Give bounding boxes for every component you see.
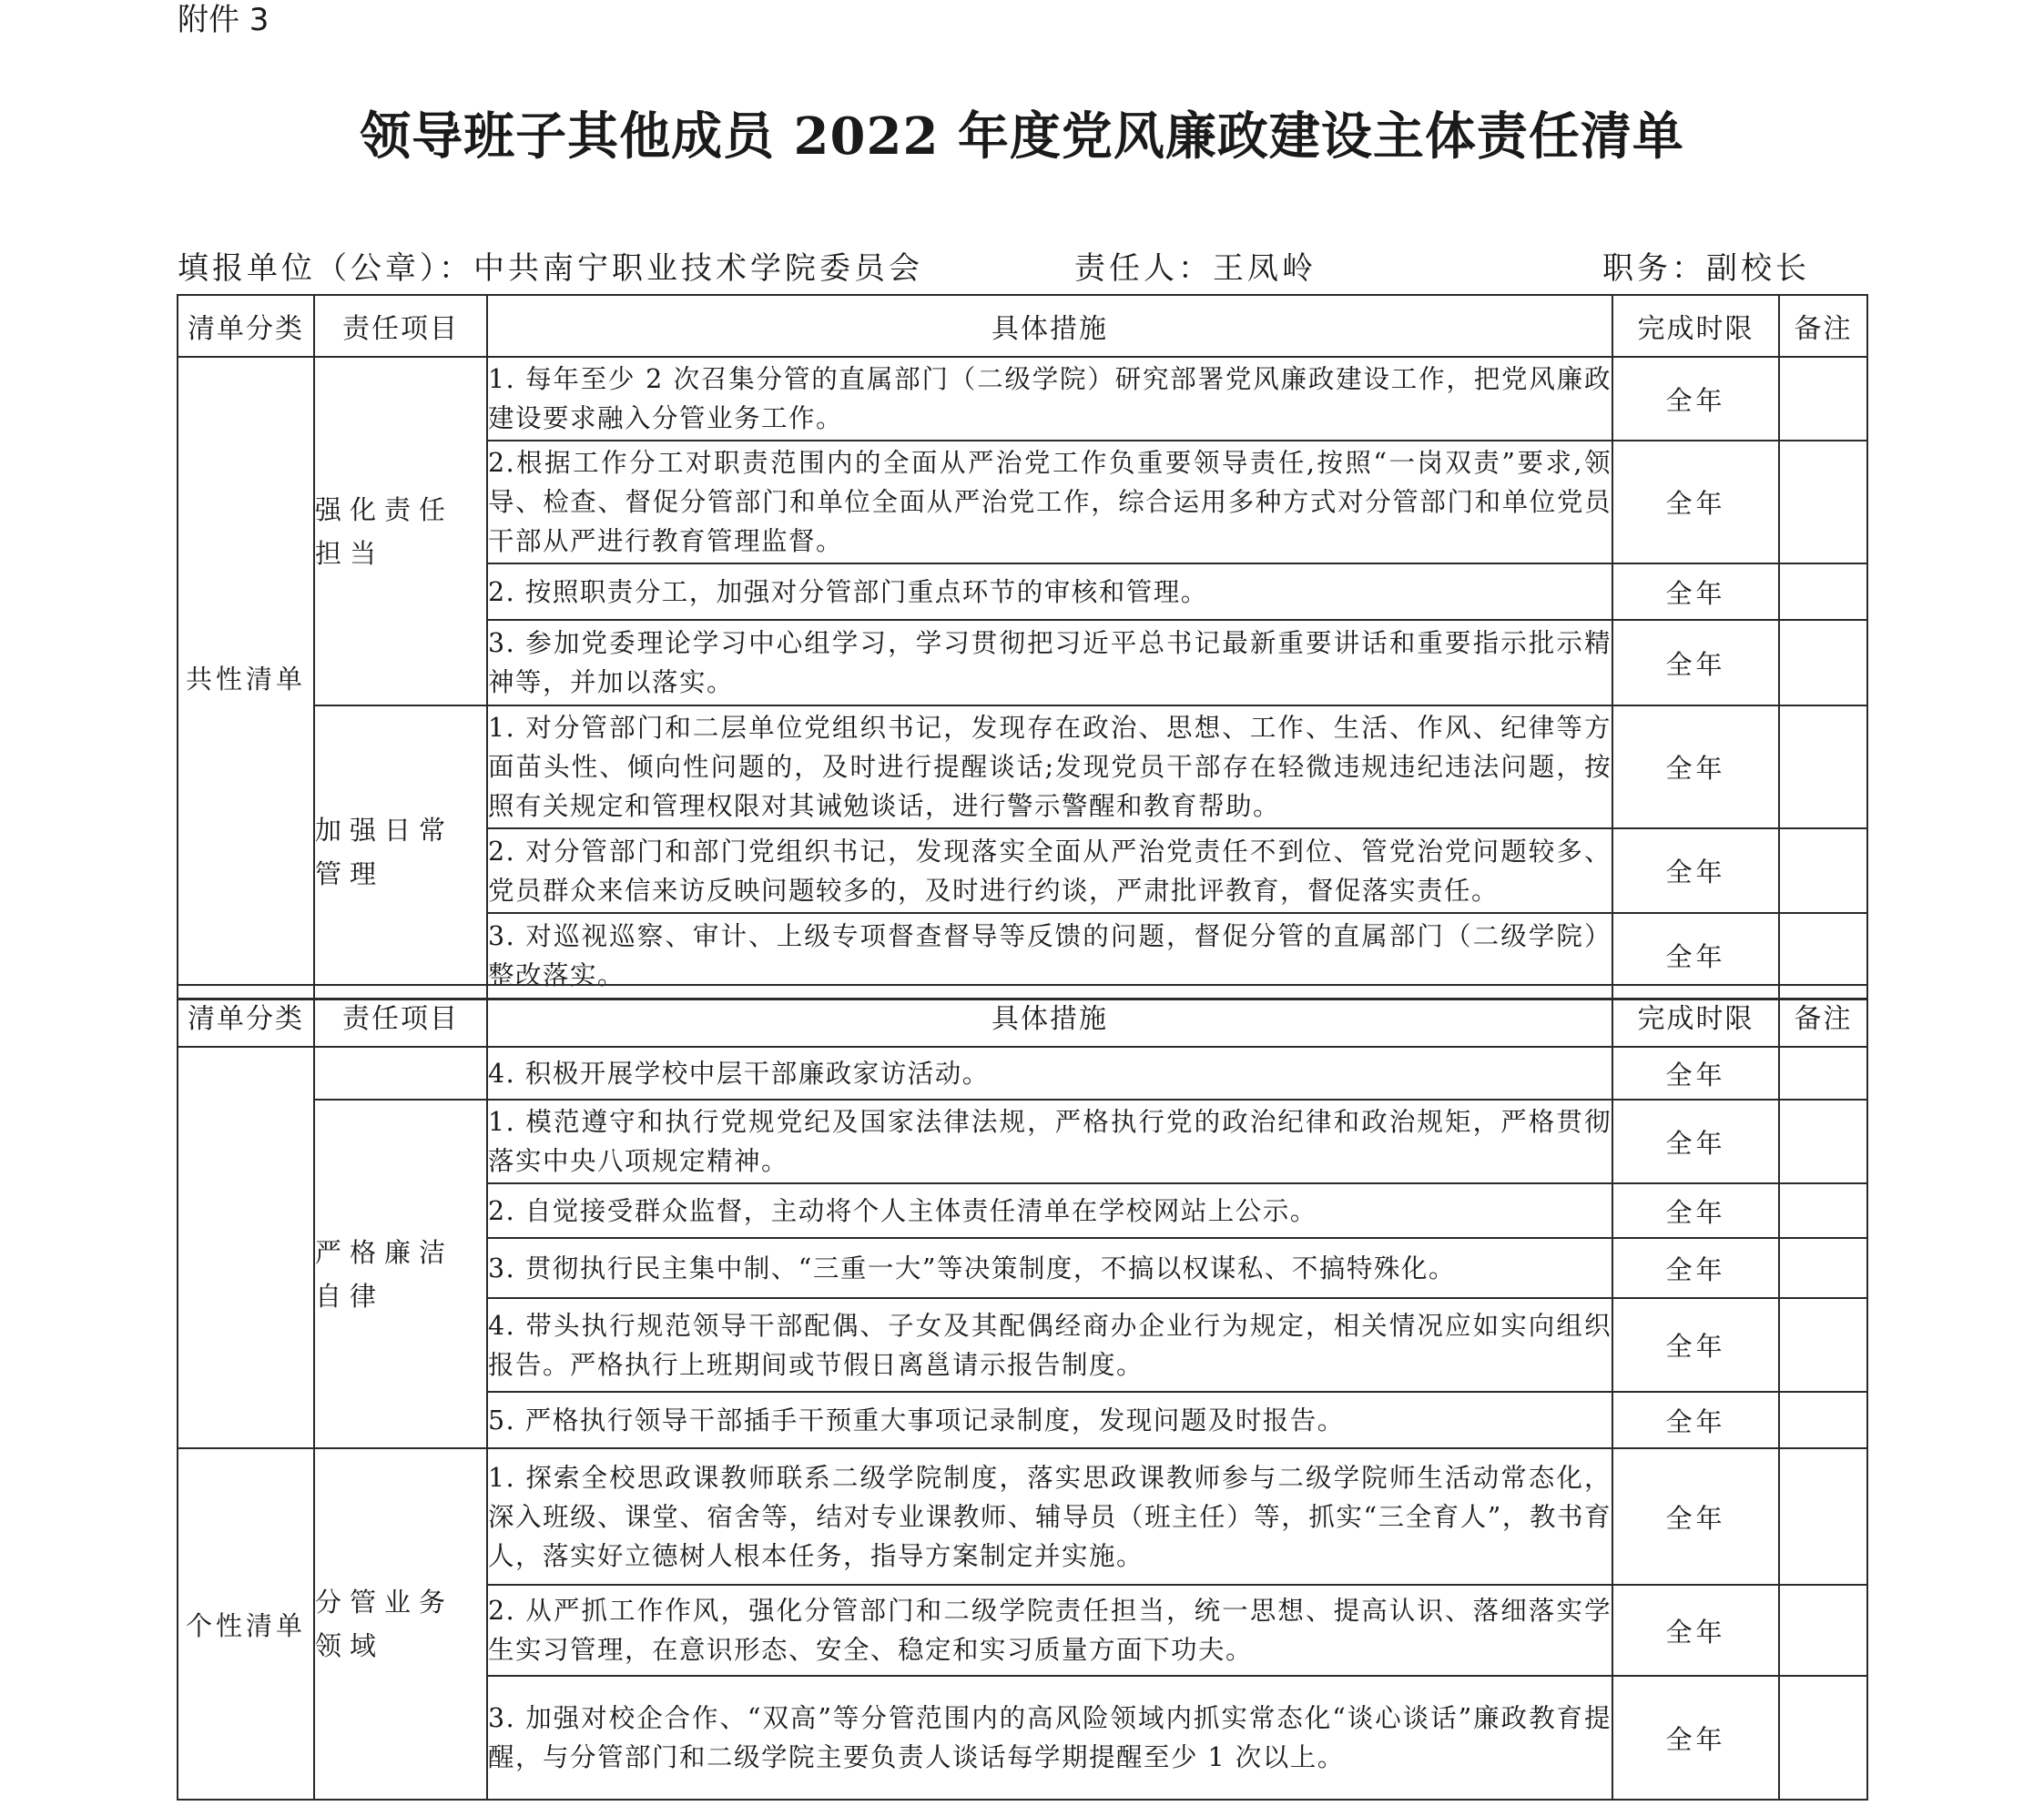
note-cell <box>1779 357 1867 441</box>
header-item: 责任项目 <box>314 295 487 357</box>
measure-cell: 4. 积极开展学校中层干部廉政家访活动。 <box>487 1047 1612 1100</box>
item-responsibility: 强化责任担当 <box>314 357 487 705</box>
person-value: 王凤岭 <box>1213 250 1317 287</box>
note-cell <box>1779 1676 1867 1800</box>
note-cell <box>1779 1298 1867 1392</box>
header-note: 备注 <box>1779 295 1867 357</box>
deadline-cell: 全年 <box>1612 1183 1779 1238</box>
deadline-cell: 全年 <box>1612 1448 1779 1585</box>
position-label: 职务： <box>1602 250 1706 287</box>
item-self-discipline: 严格廉洁自律 <box>314 1100 487 1448</box>
table-row <box>178 1047 1867 1100</box>
person-label: 责任人： <box>1074 250 1213 287</box>
deadline-cell: 全年 <box>1612 357 1779 441</box>
table-row <box>178 705 1867 828</box>
note-cell <box>1779 705 1867 828</box>
deadline-cell: 全年 <box>1612 1047 1779 1100</box>
header-row <box>178 295 1867 357</box>
deadline-cell: 全年 <box>1612 828 1779 913</box>
note-cell <box>1779 1238 1867 1298</box>
note-cell <box>1779 828 1867 913</box>
measure-cell: 2.根据工作分工对职责范围内的全面从严治党工作负重要领导责任,按照“一岗双责”要求,领导、检查、督促分管部门和单位全面从严治党工作，综合运用多种方式对分管部门和单位党员干部从严进行教育管理监督。 <box>487 441 1612 563</box>
table-row <box>178 357 1867 441</box>
deadline-cell: 全年 <box>1612 441 1779 563</box>
note-cell <box>1779 1585 1867 1676</box>
header-category: 清单分类 <box>178 295 314 357</box>
item-business-area: 分管业务领域 <box>314 1448 487 1800</box>
note-cell <box>1779 1448 1867 1585</box>
category-common: 共性清单 <box>178 357 314 999</box>
unit-value: 中共南宁职业技术学院委员会 <box>473 250 923 287</box>
note-cell <box>1779 441 1867 563</box>
position-value: 副校长 <box>1706 250 1810 287</box>
measure-cell: 2. 对分管部门和部门党组织书记，发现落实全面从严治党责任不到位、管党治党问题较多、党员群众来信来访反映问题较多的，及时进行约谈，严肃批评教育，督促落实责任。 <box>487 828 1612 913</box>
note-cell <box>1779 563 1867 620</box>
measure-cell: 2. 从严抓工作作风，强化分管部门和二级学院责任担当，统一思想、提高认识、落细落实学生实习管理，在意识形态、安全、稳定和实习质量方面下功夫。 <box>487 1585 1612 1676</box>
header-deadline: 完成时限 <box>1612 985 1779 1047</box>
note-cell <box>1779 620 1867 705</box>
deadline-cell: 全年 <box>1612 913 1779 999</box>
measure-cell: 2. 按照职责分工，加强对分管部门重点环节的审核和管理。 <box>487 563 1612 620</box>
item-daily-management: 加强日常管理 <box>314 705 487 999</box>
header-note: 备注 <box>1779 985 1867 1047</box>
measure-cell: 4. 带头执行规范领导干部配偶、子女及其配偶经商办企业行为规定，相关情况应如实向组织报告。严格执行上班期间或节假日离邕请示报告制度。 <box>487 1298 1612 1392</box>
responsibility-table-2 <box>177 984 1868 1801</box>
deadline-cell: 全年 <box>1612 1238 1779 1298</box>
header-measures: 具体措施 <box>487 985 1612 1047</box>
note-cell <box>1779 1047 1867 1100</box>
deadline-cell: 全年 <box>1612 620 1779 705</box>
meta-position <box>1602 246 1810 291</box>
header-row <box>178 985 1867 1047</box>
document-title: 领导班子其他成员 2022 年度党风廉政建设主体责任清单 <box>360 107 1684 167</box>
measure-cell: 3. 参加党委理论学习中心组学习，学习贯彻把习近平总书记最新重要讲话和重要指示批示精神等，并加以落实。 <box>487 620 1612 705</box>
category-individual: 个性清单 <box>178 1448 314 1800</box>
measure-cell: 1. 探索全校思政课教师联系二级学院制度，落实思政课教师参与二级学院师生活动常态化，深入班级、课堂、宿舍等，结对专业课教师、辅导员（班主任）等，抓实“三全育人”，教书育人，落实好立德树人根本任务，指导方案制定并实施。 <box>487 1448 1612 1585</box>
note-cell <box>1779 1183 1867 1238</box>
header-deadline: 完成时限 <box>1612 295 1779 357</box>
measure-cell: 1. 对分管部门和二层单位党组织书记，发现存在政治、思想、工作、生活、作风、纪律等方面苗头性、倾向性问题的，及时进行提醒谈话;发现党员干部存在轻微违规违纪违法问题，按照有关规定和管理权限对其诫勉谈话，进行警示警醒和教育帮助。 <box>487 705 1612 828</box>
header-measures: 具体措施 <box>487 295 1612 357</box>
note-cell <box>1779 1392 1867 1448</box>
meta-person <box>1074 246 1317 291</box>
measure-cell: 3. 加强对校企合作、“双高”等分管范围内的高风险领域内抓实常态化“谈心谈话”廉政教育提醒，与分管部门和二级学院主要负责人谈话每学期提醒至少 1 次以上。 <box>487 1676 1612 1800</box>
measure-cell: 3. 对巡视巡察、审计、上级专项督查督导等反馈的问题，督促分管的直属部门（二级学院）整改落实。 <box>487 913 1612 999</box>
deadline-cell: 全年 <box>1612 1298 1779 1392</box>
deadline-cell: 全年 <box>1612 563 1779 620</box>
category-continued <box>178 1047 314 1448</box>
deadline-cell: 全年 <box>1612 1676 1779 1800</box>
header-item: 责任项目 <box>314 985 487 1047</box>
measure-cell: 1. 每年至少 2 次召集分管的直属部门（二级学院）研究部署党风廉政建设工作，把党风廉政建设要求融入分管业务工作。 <box>487 357 1612 441</box>
measure-cell: 2. 自觉接受群众监督，主动将个人主体责任清单在学校网站上公示。 <box>487 1183 1612 1238</box>
note-cell <box>1779 1100 1867 1183</box>
table-row <box>178 1448 1867 1585</box>
responsibility-table-1 <box>177 294 1868 1000</box>
measure-cell: 1. 模范遵守和执行党规党纪及国家法律法规，严格执行党的政治纪律和政治规矩，严格贯彻落实中央八项规定精神。 <box>487 1100 1612 1183</box>
unit-label: 填报单位（公章）： <box>178 250 473 287</box>
deadline-cell: 全年 <box>1612 1100 1779 1183</box>
measure-cell: 5. 严格执行领导干部插手干预重大事项记录制度，发现问题及时报告。 <box>487 1392 1612 1448</box>
header-category: 清单分类 <box>178 985 314 1047</box>
deadline-cell: 全年 <box>1612 1392 1779 1448</box>
meta-unit <box>178 246 923 291</box>
deadline-cell: 全年 <box>1612 1585 1779 1676</box>
measure-cell: 3. 贯彻执行民主集中制、“三重一大”等决策制度，不搞以权谋私、不搞特殊化。 <box>487 1238 1612 1298</box>
deadline-cell: 全年 <box>1612 705 1779 828</box>
attachment-label: 附件 3 <box>178 2 269 38</box>
item-continued <box>314 1047 487 1100</box>
table-row <box>178 1100 1867 1183</box>
